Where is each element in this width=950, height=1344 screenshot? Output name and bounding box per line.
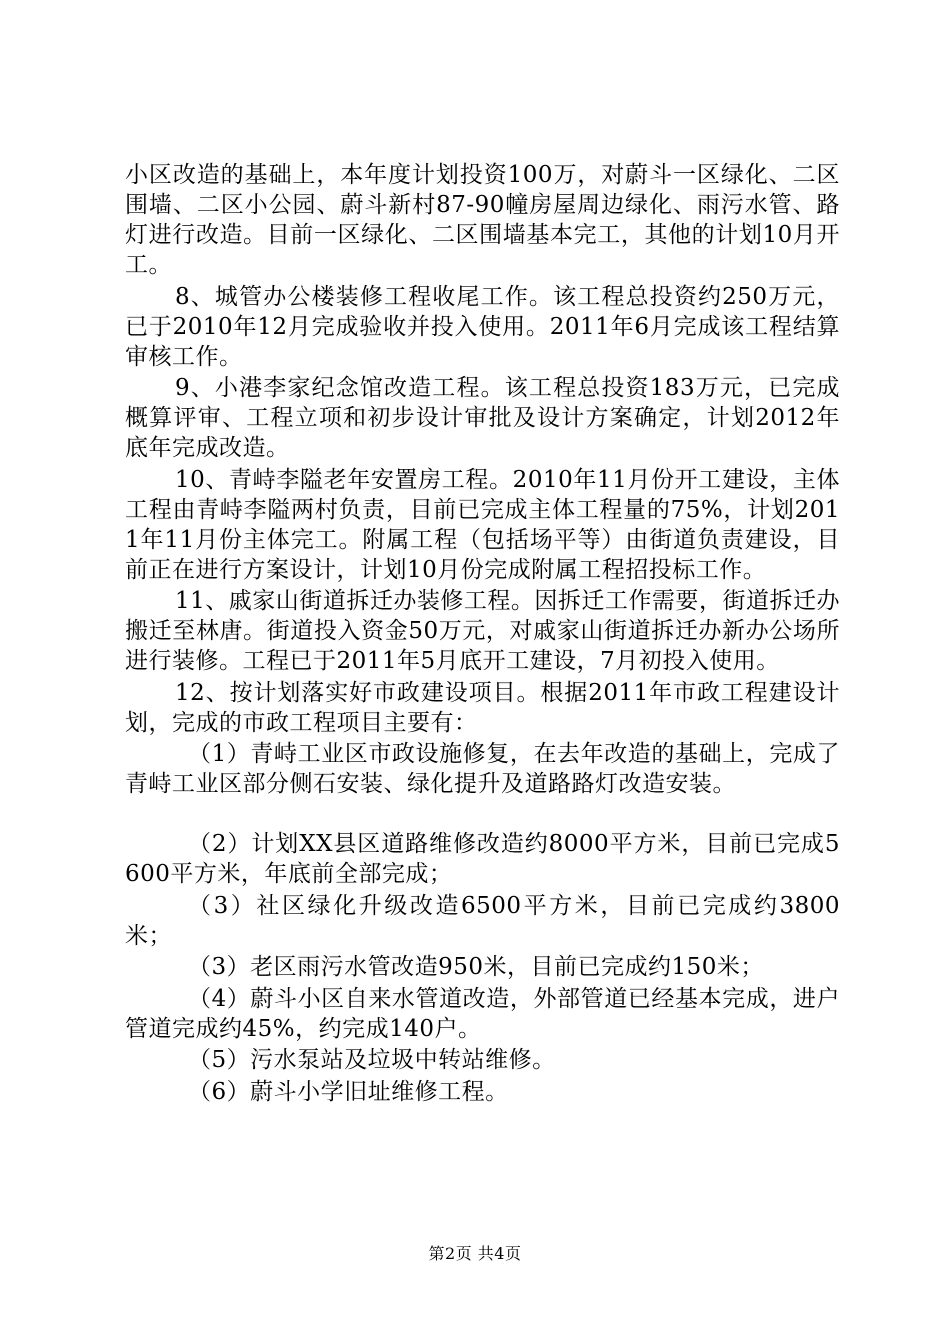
paragraph-item-10: 10、青峙李隘老年安置房工程。2010年11月份开工建设，主体工程由青峙李隘两村负责，目前已完成主体工程量的75%，计划2011年11月份主体完工。附属工程（包括场平等）由街道负责建设，目前正在进行方案设计，计划10月份完成附属工程招投标工作。 bbox=[125, 466, 840, 583]
subitem-6: （6）蔚斗小学旧址维修工程。 bbox=[188, 1078, 509, 1105]
subitem-3b: （3）老区雨污水管改造950米，目前已完成约150米； bbox=[188, 954, 764, 980]
page-number-footer: 第2页 共4页 bbox=[428, 1244, 522, 1263]
subitem-1: （1）青峙工业区市政设施修复，在去年改造的基础上，完成了青峙工业区部分侧石安装、绿化提升及道路路灯改造安装。 bbox=[125, 741, 840, 797]
subitem-2: （2）计划XX县区道路维修改造约8000平方米，目前已完成5600平方米，年底前全部完成； bbox=[125, 831, 840, 887]
paragraph-item-8: 8、城管办公楼装修工程收尾工作。该工程总投资约250万元，已于2010年12月完成验收并投入使用。2011年6月完成该工程结算审核工作。 bbox=[125, 283, 840, 370]
subitem-3a: （3）社区绿化升级改造6500平方米，目前已完成约3800米； bbox=[125, 892, 840, 949]
paragraph-item-12: 12、按计划落实好市政建设项目。根据2011年市政工程建设计划，完成的市政工程项目主要有： bbox=[125, 679, 840, 736]
paragraph-item-11: 11、戚家山街道拆迁办装修工程。因拆迁工作需要，街道拆迁办搬迁至林唐。街道投入资金50万元，对戚家山街道拆迁办新办公场所进行装修。工程已于2011年5月底开工建设，7月初投入使用。 bbox=[125, 588, 840, 674]
paragraph-item-9: 9、小港李家纪念馆改造工程。该工程总投资183万元，已完成概算评审、工程立项和初步设计审批及设计方案确定，计划2012年底年完成改造。 bbox=[125, 375, 840, 461]
paragraph-continuation: 小区改造的基础上，本年度计划投资100万，对蔚斗一区绿化、二区围墙、二区小公园、蔚斗新村87-90幢房屋周边绿化、雨污水管、路灯进行改造。目前一区绿化、二区围墙基本完工，其他的计划10月开工。 bbox=[125, 162, 840, 278]
subitem-5: （5）污水泵站及垃圾中转站维修。 bbox=[188, 1047, 556, 1073]
subitem-4: （4）蔚斗小区自来水管道改造，外部管道已经基本完成，进户管道完成约45%，约完成140户。 bbox=[125, 985, 840, 1042]
document-body bbox=[125, 160, 840, 1108]
